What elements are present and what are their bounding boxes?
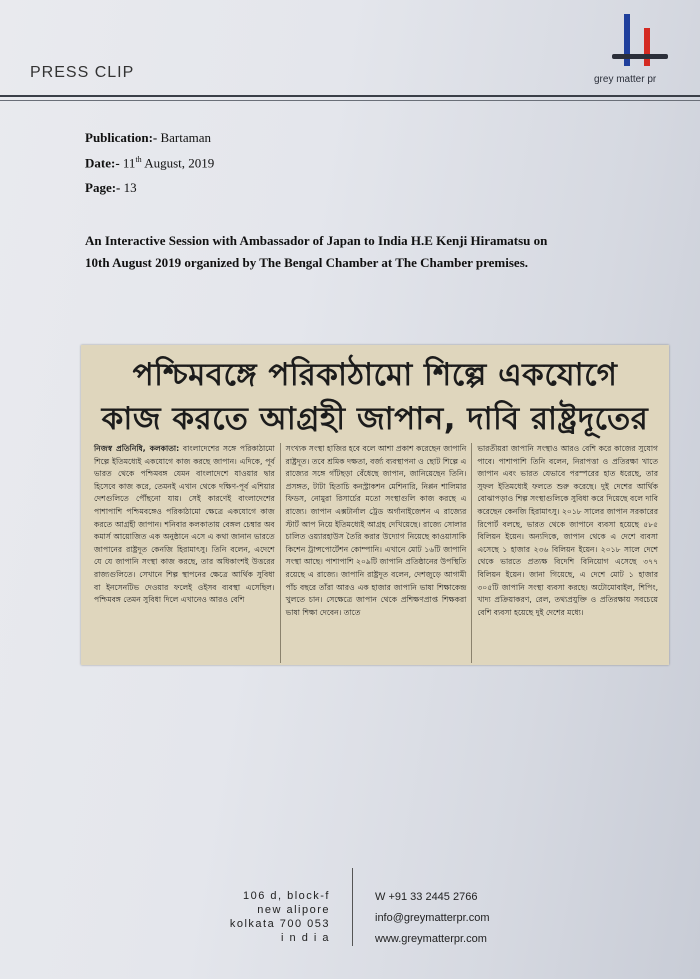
clipping-column-1-text: বাংলাদেশের সঙ্গে পরিকাঠামো শিল্পে ইতিমধ্যেই একযোগে কাজ করছে জাপান। এদিকে, পূর্ব ভারত থেকে পশ্চিমবঙ্গ যেমন বাংলাদেশে যাওয়ার দ্বার হিসেবে কাজ করে, তেমনই এখান থেকে দক্ষিণ-পূর্ব এশিয়ার দেশগুলিতে পৌঁছনো যায়। সেই কারণেই বাংলাদেশের পাশাপাশি পশ্চিমবঙ্গেও পরিকাঠামো ক্ষেত্রে একযোগে কাজ করতে আগ্রহী জাপান। শনিবার কলকাতায় বেঙ্গল চেম্বার অব কমার্স আয়োজিত এক অনুষ্ঠানে এসে এ কথা জানান ভারতে জাপানের রাষ্ট্রদূত কেনজি হিরামাৎসু। তিনি বলেন, এদেশে যে যে জাপানি সংস্থা কাজ করছে, তার অধিকাংশই উত্তরের রাজ্যগুলিতে। সেখানে শিল্প স্থাপনের ক্ষেত্রে আর্থিক সুবিধা বা ইনসেনটিভ দেওয়ার ফলেই ওইসব ব্যবস্থা এসেছিল। পশ্চিমবঙ্গ তেমন সুবিধা দিলে এখানেও আরও বেশি: [94, 444, 275, 605]
page-line: [85, 180, 137, 196]
header-rule: [0, 95, 700, 97]
address-line: i n d i a: [281, 932, 330, 944]
newspaper-clipping: [81, 345, 669, 665]
clipping-columns: [89, 443, 663, 663]
clipping-column-3: [471, 443, 663, 663]
event-headline-line2: 10th August 2019 organized by The Bengal Chamber at The Chamber premises.: [85, 255, 529, 270]
publication-line: [85, 130, 211, 146]
page-label: Page:-: [85, 180, 121, 195]
event-headline: [85, 230, 655, 274]
clipping-headline-line2: কাজ করতে আগ্রহী জাপান, দাবি রাষ্ট্রদূতের: [101, 401, 649, 437]
date-day: 11: [119, 155, 136, 171]
address-line: kolkata 700 053: [229, 918, 330, 930]
footer-phone: W +91 33 2445 2766: [375, 891, 478, 903]
date-line: [85, 155, 214, 171]
address-line: 106 d, block-f: [242, 890, 330, 902]
logo-text: grey matter pr: [594, 74, 657, 85]
footer-contact: [375, 887, 575, 950]
header-rule-thin: [0, 100, 700, 101]
footer-email[interactable]: info@greymatterpr.com: [375, 912, 490, 924]
clipping-column-2: [280, 443, 472, 663]
clipping-column-2-text: সংখ্যক সংস্থা হাজির হবে বলে আশা প্রকাশ করেছেন জাপানি রাষ্ট্রদূত। তবে শ্রমিক দক্ষতা, বর্জ্য ব্যবস্থাপনা ও ছোট শিল্পে এ রাজ্যের সঙ্গে গাঁটছড়া বেঁধেছে জাপান, জানিয়েছেন তিনি। প্রসঙ্গত, টাটা হিতাচি কনস্ট্রাকশন মেশিনারি, নিপ্পন শালিমার ফিডস, নোমুরা রিসার্চের মতো সংস্থাগুলি কাজ করছে এ রাজ্যে। জাপান এক্সটার্নাল ট্রেড অর্গানাইজেশন এ রাজ্যের স্টার্ট আপ নিয়ে ইতিমধ্যেই আগ্রহ দেখিয়েছে। রাজ্যে সোলার চালিত ওয়্যারহাউস তৈরি করার উদ্যোগ নিয়েছে কাওয়াসাকি কিশেন ট্রান্সপোর্টেশন কোম্পানি। এখানে মোট ১৬টি জাপানি সংস্থা আছে। পাশাপাশি ২০৯টি জাপানি প্রতিষ্ঠানের উপস্থিতি রয়েছে এ রাজ্যে। জাপানি রাষ্ট্রদূত বলেন, দেশজুড়ে আগামী পাঁচ বছরে তাঁরা আরও এক হাজার জাপানি ভাষা শিক্ষাকেন্দ্র খুলতে চান। সেক্ষেত্রে জাপান থেকে প্রশিক্ষণপ্রাপ্ত শিক্ষকরা ভাষা শিক্ষা দেবেন। তাতে: [285, 444, 467, 617]
date-label: Date:-: [85, 155, 120, 171]
page-title: PRESS CLIP: [30, 64, 135, 81]
clipping-column-1: [89, 443, 280, 663]
date-rest: August, 2019: [141, 155, 215, 171]
clipping-headline-line1: পশ্চিমবঙ্গে পরিকাঠামো শিল্পে একযোগে: [132, 357, 618, 393]
event-headline-line1: An Interactive Session with Ambassador of Japan to India H.E Kenji Hiramatsu on: [85, 233, 548, 248]
date-suffix: th: [135, 155, 142, 164]
publication-value: Bartaman: [157, 130, 212, 145]
clipping-dateline: নিজস্ব প্রতিনিধি, কলকাতা:: [94, 444, 180, 453]
footer-address: [226, 889, 330, 945]
clipping-column-3-text: ভারতীয়রা জাপানি সংস্থাও আরও বেশি করে কাজের সুযোগ পাবে। পাশাপাশি তিনি বলেন, নিরাপত্তা ও প্রতিরক্ষা খাতে জাপান এবং ভারত যেভাবে পরস্পরের হাত ধরেছে, তার সুফল ইতিমধ্যেই ফলতে শুরু করেছে। দুই দেশের আর্থিক বোঝাপড়াও শিল্প সংস্থাগুলিকে সুবিধা করে দিয়েছে বলে দাবি করেছেন কেনজি হিরামাৎসু। ২০১৮ সালের জাপান সরকারের রিপোর্ট বলছে, ভারত থেকে জাপানে ব্যবসা হয়েছে ৫৮৫ বিলিয়ন ইয়েন। অন্যদিকে, জাপান থেকে এ দেশে ব্যবসা এসেছে ১ হাজার ২৩৬ বিলিয়ন ইয়েন। ২০১৮ সালে দেশে থেকে ভারতে প্রত্যক্ষ বিদেশি বিনিয়োগ এসেছে ৩৭৭ বিলিয়ন ইয়েন। জানা গিয়েছে, এ দেশে মোট ১ হাজার ৩০৫টি জাপানি সংস্থা ব্যবসা করছে। অটোমোবাইল, শিপিং, খাদ্য প্রক্রিয়াকরণ, রেল, তথ্যপ্রযুক্তি ও প্রতিরক্ষায় সবচেয়ে বেশি ব্যবসা হয়েছে দুই দেশের মধ্যে।: [477, 444, 659, 617]
footer-divider: [352, 868, 353, 946]
address-line: new alipore: [257, 904, 330, 916]
publication-label: Publication:-: [85, 130, 158, 145]
footer-website[interactable]: www.greymatterpr.com: [375, 933, 487, 945]
page-value: 13: [120, 180, 137, 195]
